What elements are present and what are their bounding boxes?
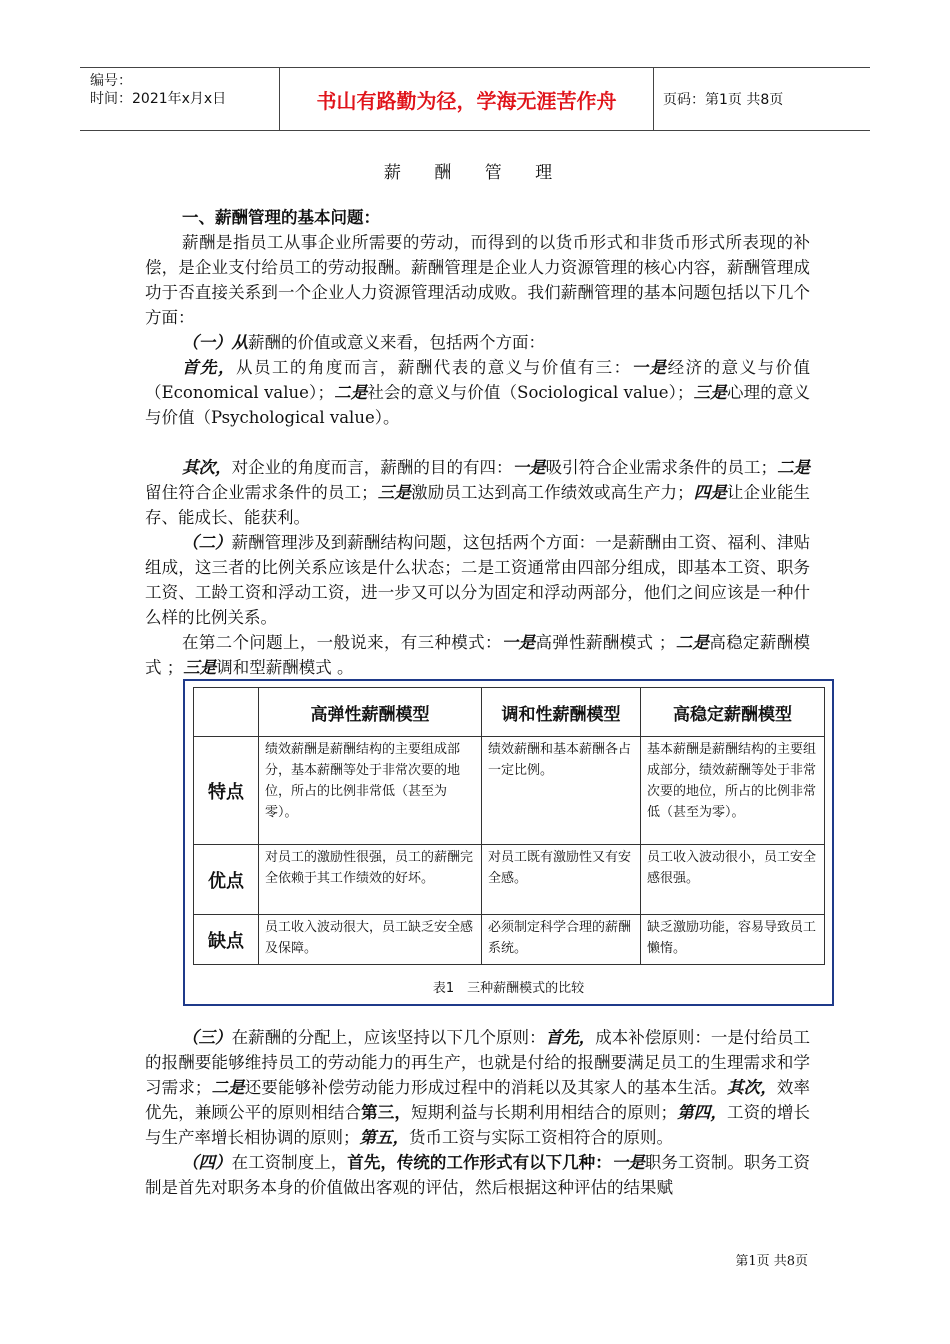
txt: 短期利益与长期利用相结合的原则； (411, 1103, 677, 1122)
txt: 高弹性薪酬模式 ； (535, 633, 676, 652)
sub1-label: （一）从 (182, 333, 248, 352)
kw: 第三， (361, 1103, 412, 1122)
sub1-paragraph (145, 330, 810, 355)
table-caption: 表1 三种薪酬模式的比较 (432, 981, 585, 996)
table-cell: 必须制定科学合理的薪酬系统。 (482, 915, 641, 965)
document-title: 薪 酬 管 理 (383, 163, 567, 183)
txt: 经济的意义与价值（Economical value）； (145, 358, 811, 402)
txt: 高稳定薪酬模式 ； (145, 633, 811, 677)
kw: 三是 (377, 483, 412, 502)
txt: 从员工的角度而言，薪酬代表的意义与价值有三： (235, 358, 632, 377)
kw: 第五， (359, 1128, 409, 1147)
kw: 一是 (512, 458, 546, 477)
header-meta (80, 68, 280, 130)
kw: 首先，传统的工作形式有以下几种： (347, 1153, 612, 1172)
table-cell: 员工收入波动很大，员工缺乏安全感及保障。 (259, 915, 482, 965)
kw: 一是 (631, 358, 668, 377)
table-header: 高弹性薪酬模型 (259, 688, 482, 737)
txt: 吸引符合企业需求条件的员工； (545, 458, 777, 477)
comparison-table (193, 687, 825, 965)
kw: 二是 (675, 633, 710, 652)
kw: 首先， (182, 358, 236, 377)
body-part1 (145, 205, 810, 680)
sub4-label: （四） (182, 1153, 232, 1172)
txt: 在工资制度上， (231, 1153, 348, 1172)
row-label: 特点 (194, 737, 259, 845)
table-header: 调和性薪酬模型 (482, 688, 641, 737)
sub1-text: 薪酬的价值或意义来看，包括两个方面： (248, 333, 545, 352)
table-cell: 缺乏激励功能，容易导致员工懒惰。 (641, 915, 825, 965)
modes-paragraph (145, 630, 810, 680)
table-header: 高稳定薪酬模型 (641, 688, 825, 737)
kw: 四是 (693, 483, 728, 502)
sub3-paragraph (145, 1025, 810, 1150)
table-cell: 绩效薪酬和基本薪酬各占一定比例。 (482, 737, 641, 845)
txt: 还要能够补偿劳动能力形成过程中的消耗以及其家人的基本生活。 (244, 1078, 727, 1097)
body-part2 (145, 1025, 810, 1200)
sub4-paragraph (145, 1150, 810, 1200)
kw: 第四， (677, 1103, 728, 1122)
sub3-label: （三） (182, 1028, 232, 1047)
row-label: 优点 (194, 845, 259, 915)
txt: 在薪酬的分配上，应该坚持以下几个原则： (231, 1028, 546, 1047)
kw: 二是 (776, 458, 811, 477)
txt: 调和型薪酬模式 。 (216, 658, 354, 677)
txt: 货币工资与实际工资相符合的原则。 (409, 1128, 673, 1147)
row-label: 缺点 (194, 915, 259, 965)
page-footer: 第1页 共8页 (735, 1254, 808, 1269)
kw: 一是 (611, 1153, 645, 1172)
table-cell: 对员工的激励性很强，员工的薪酬完全依赖于其工作绩效的好坏。 (259, 845, 482, 915)
kw: 其次， (182, 458, 232, 477)
txt: 心理的意义与价值（Psychological value）。 (145, 383, 811, 427)
txt: 薪酬管理涉及到薪酬结构问题，这包括两个方面：一是薪酬由工资、福利、津贴组成，这三者的比例关系应该是什么状态；二是工资通常由四部分组成，即基本工资、职务工资、工龄工资和浮动工资，进一步又可以分为固定和浮动两部分，他们之间应该是一种什么样的比例关系。 (145, 533, 811, 627)
section-heading: 一、薪酬管理的基本问题： (182, 208, 380, 227)
number-label: 编号： (90, 73, 132, 89)
header-motto: 书山有路勤为径，学海无涯苦作舟 (280, 68, 654, 130)
table-cell: 基本薪酬是薪酬结构的主要组成部分，绩效薪酬等处于非常次要的地位，所占的比例非常低（甚至为零）。 (641, 737, 825, 845)
sub2-label: （二） (182, 533, 232, 552)
corner-cell (194, 688, 259, 737)
txt: 职务工资制。职务工资制是首先对职务本身的价值做出客观的评估，然后根据这种评估的结果赋 (145, 1153, 811, 1197)
txt: 在第二个问题上，一般说来，有三种模式： (182, 633, 502, 652)
second-paragraph (145, 455, 810, 530)
comparison-table-figure (183, 679, 834, 1006)
spacer (145, 430, 810, 455)
first-paragraph (145, 355, 810, 430)
txt: 效率优先，兼顾公平的原则相结合 (145, 1078, 811, 1122)
table-row (194, 737, 825, 845)
txt: 对企业的角度而言，薪酬的目的有四： (231, 458, 513, 477)
txt: 让企业能生存、能成长、能获利。 (145, 483, 811, 527)
kw: 首先， (545, 1028, 596, 1047)
time-label: 时间：2021年x月x日 (90, 91, 227, 107)
sub2-paragraph (145, 530, 810, 630)
table-header-row (194, 688, 825, 737)
kw: 二是 (211, 1078, 245, 1097)
txt: 留住符合企业需求条件的员工； (145, 483, 378, 502)
page-header (80, 67, 870, 131)
txt: 工资的增长与生产率增长相协调的原则； (145, 1103, 811, 1147)
table-cell: 员工收入波动很小，员工安全感很强。 (641, 845, 825, 915)
kw: 三是 (693, 383, 727, 402)
txt: 激励员工达到高工作绩效或高生产力； (411, 483, 694, 502)
kw: 一是 (501, 633, 536, 652)
txt: 成本补偿原则：一是付给员工的报酬要能够维持员工的劳动能力的再生产，也就是付给的报酬要满足员工的生理需求和学习需求； (145, 1028, 811, 1097)
kw: 三是 (183, 658, 217, 677)
table-cell: 对员工既有激励性又有安全感。 (482, 845, 641, 915)
header-page-label: 页码：第1页 共8页 (663, 92, 784, 108)
kw: 其次， (727, 1078, 777, 1097)
intro-paragraph: 薪酬是指员工从事企业所需要的劳动，而得到的以货币形式和非货币形式所表现的补偿，是企业支付给员工的劳动报酬。薪酬管理是企业人力资源管理的核心内容，薪酬管理成功于否直接关系到一个企业人力资源管理活动成败。我们薪酬管理的基本问题包括以下几个方面： (145, 233, 810, 327)
table-cell: 绩效薪酬是薪酬结构的主要组成部分，基本薪酬等处于非常次要的地位，所占的比例非常低（甚至为零）。 (259, 737, 482, 845)
table-row (194, 845, 825, 915)
table-row (194, 915, 825, 965)
kw: 二是 (333, 383, 368, 402)
txt: 社会的意义与价值（Sociological value）； (367, 383, 694, 402)
